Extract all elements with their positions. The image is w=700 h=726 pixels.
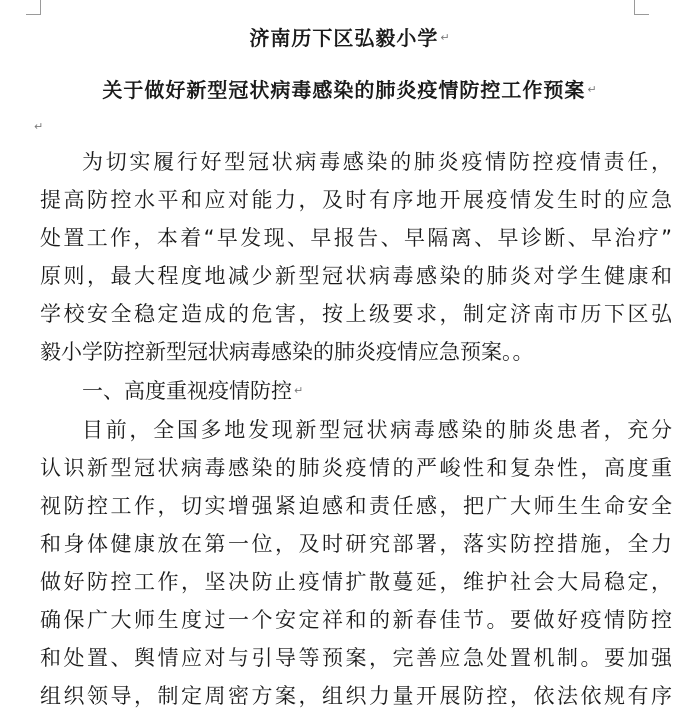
paragraph-mark-icon: ↵ (34, 120, 44, 133)
page-corner-mark-top-left (26, 0, 41, 15)
school-title-text: 济南历下区弘毅小学 (249, 26, 439, 50)
section-heading (82, 372, 303, 410)
paragraph-mark-icon: ↵ (294, 384, 304, 397)
section-heading-text: 一、高度重视疫情防控 (82, 379, 292, 403)
section-line-7: 和处置、舆情应对与引导等预案，完善应急处置机制。要加强 (40, 646, 672, 670)
section-line-2: 认识新型冠状病毒感染的肺炎疫情的严峻性和复杂性，高度重 (40, 456, 672, 480)
school-title (0, 22, 700, 54)
page-corner-mark-top-right (634, 0, 649, 15)
document-title (0, 74, 700, 106)
section-line-3: 视防控工作，切实增强紧迫感和责任感，把广大师生生命安全 (40, 494, 672, 518)
intro-line-5: 学校安全稳定造成的危害，按上级要求，制定济南市历下区弘 (40, 302, 672, 326)
section-line-6: 确保广大师生度过一个安定祥和的新春佳节。要做好疫情防控 (40, 608, 672, 632)
section-line-5: 做好防控工作，坚决防止疫情扩散蔓延，维护社会大局稳定， (40, 570, 672, 594)
section-line-1: 目前，全国多地发现新型冠状病毒感染的肺炎患者，充分 (82, 418, 672, 442)
intro-line-1: 为切实履行好型冠状病毒感染的肺炎疫情防控疫情责任， (82, 150, 672, 174)
section-line-4: 和身体健康放在第一位，及时研究部署，落实防控措施，全力 (40, 532, 672, 556)
intro-line-4: 原则，最大程度地减少新型冠状病毒感染的肺炎对学生健康和 (40, 264, 672, 288)
paragraph-mark-icon: ↵ (440, 31, 451, 44)
intro-line-2: 提高防控水平和应对能力，及时有序地开展疫情发生时的应急 (40, 188, 672, 212)
document-title-text: 关于做好新型冠状病毒感染的肺炎疫情防控工作预案 (102, 78, 586, 102)
intro-line-3: 处置工作，本着“早发现、早报告、早隔离、早诊断、早治疗” (40, 226, 672, 250)
section-line-8: 组织领导，制定周密方案，组织力量开展防控，依法依规有序 (40, 684, 672, 708)
paragraph-mark-icon: ↵ (587, 83, 598, 96)
intro-line-6: 毅小学防控新型冠状病毒感染的肺炎疫情应急预案。。 (40, 340, 534, 364)
